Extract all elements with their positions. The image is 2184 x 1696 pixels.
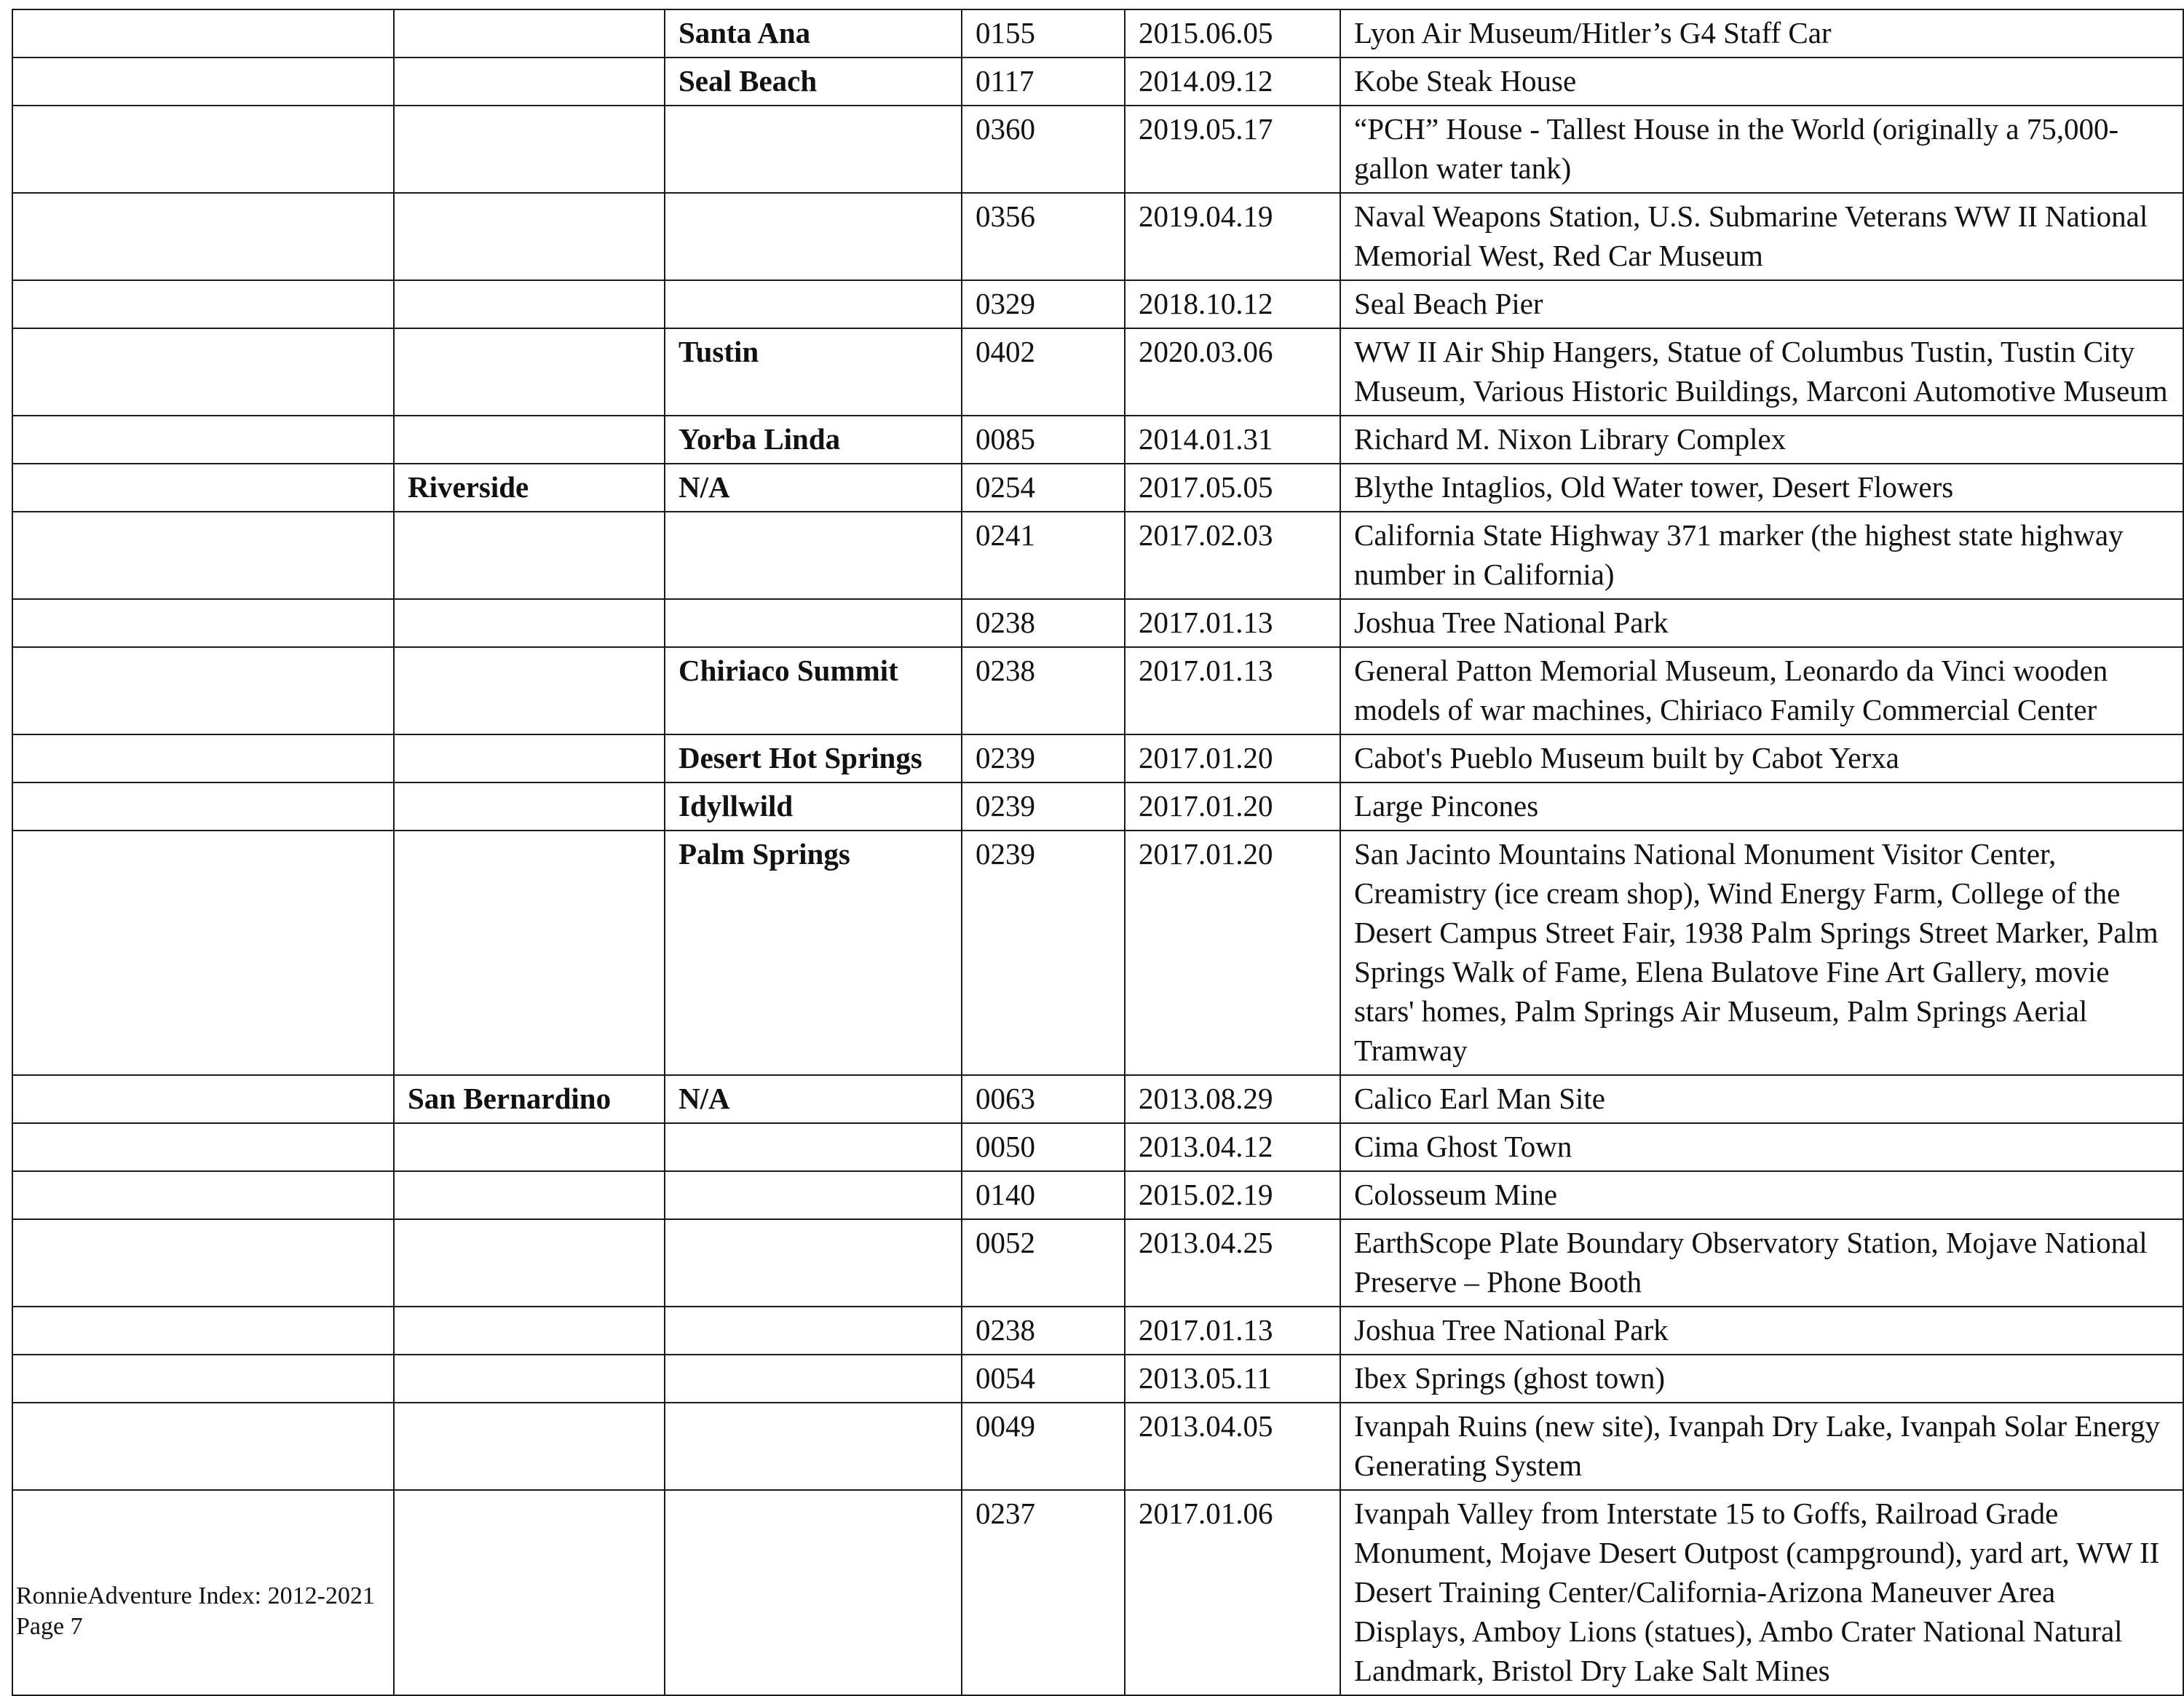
blank-cell xyxy=(12,58,394,106)
description-cell: Ibex Springs (ghost town) xyxy=(1340,1355,2183,1403)
blank-cell xyxy=(12,647,394,734)
blank-cell xyxy=(12,1403,394,1490)
blank-cell xyxy=(12,106,394,193)
table-row xyxy=(12,734,2183,782)
county-cell xyxy=(394,512,665,599)
description-cell: “PCH” House - Tallest House in the World (originally a 75,000-gallon water tank) xyxy=(1340,106,2183,193)
city-cell xyxy=(665,1307,962,1355)
number-cell: 0402 xyxy=(962,328,1125,416)
date-cell: 2017.01.13 xyxy=(1125,599,1340,647)
description-cell: Kobe Steak House xyxy=(1340,58,2183,106)
number-cell: 0238 xyxy=(962,1307,1125,1355)
blank-cell xyxy=(12,193,394,280)
number-cell: 0063 xyxy=(962,1075,1125,1123)
date-cell: 2019.05.17 xyxy=(1125,106,1340,193)
table-row xyxy=(12,328,2183,416)
city-cell: N/A xyxy=(665,1075,962,1123)
description-cell: General Patton Memorial Museum, Leonardo da Vinci wooden models of war machines, Chiriaco Family Commercial Center xyxy=(1340,647,2183,734)
number-cell: 0085 xyxy=(962,416,1125,464)
county-cell xyxy=(394,782,665,831)
description-cell: Colosseum Mine xyxy=(1340,1171,2183,1219)
description-cell: Joshua Tree National Park xyxy=(1340,599,2183,647)
county-cell xyxy=(394,106,665,193)
number-cell: 0241 xyxy=(962,512,1125,599)
table-row xyxy=(12,647,2183,734)
city-cell: Palm Springs xyxy=(665,831,962,1075)
description-cell: Cima Ghost Town xyxy=(1340,1123,2183,1171)
county-cell xyxy=(394,1403,665,1490)
date-cell: 2017.01.20 xyxy=(1125,782,1340,831)
city-cell: Desert Hot Springs xyxy=(665,734,962,782)
description-cell: Seal Beach Pier xyxy=(1340,280,2183,328)
number-cell: 0052 xyxy=(962,1219,1125,1307)
description-cell: San Jacinto Mountains National Monument Visitor Center, Creamistry (ice cream shop), Wind Energy Farm, College of the Desert Campus Street Fair, 1938 Palm Springs Street Marker, Palm Springs Walk of Fame, Elena Bulatove Fine Art Gallery, movie stars' homes, Palm Springs Air Museum, Palm Springs Aerial Tramway xyxy=(1340,831,2183,1075)
date-cell: 2017.05.05 xyxy=(1125,464,1340,512)
city-cell: Tustin xyxy=(665,328,962,416)
number-cell: 0050 xyxy=(962,1123,1125,1171)
description-cell: Richard M. Nixon Library Complex xyxy=(1340,416,2183,464)
date-cell: 2014.01.31 xyxy=(1125,416,1340,464)
blank-cell xyxy=(12,512,394,599)
number-cell: 0239 xyxy=(962,734,1125,782)
county-cell xyxy=(394,193,665,280)
city-cell xyxy=(665,193,962,280)
blank-cell xyxy=(12,416,394,464)
county-cell xyxy=(394,1171,665,1219)
city-cell xyxy=(665,106,962,193)
blank-cell xyxy=(12,1355,394,1403)
city-cell: Santa Ana xyxy=(665,9,962,58)
city-cell: Yorba Linda xyxy=(665,416,962,464)
index-table-container xyxy=(12,9,2184,1696)
county-cell xyxy=(394,1219,665,1307)
county-cell xyxy=(394,58,665,106)
table-row xyxy=(12,1075,2183,1123)
index-table xyxy=(12,9,2184,1696)
date-cell: 2015.02.19 xyxy=(1125,1171,1340,1219)
table-row xyxy=(12,1123,2183,1171)
table-row xyxy=(12,831,2183,1075)
date-cell: 2017.01.20 xyxy=(1125,831,1340,1075)
date-cell: 2020.03.06 xyxy=(1125,328,1340,416)
footer-title: RonnieAdventure Index: 2012-2021 xyxy=(16,1582,375,1609)
description-cell: Ivanpah Valley from Interstate 15 to Goffs, Railroad Grade Monument, Mojave Desert Outpost (campground), yard art, WW II Desert Training Center/California-Arizona Maneuver Area Displays, Amboy Lions (statues), Ambo Crater National Natural Landmark, Bristol Dry Lake Salt Mines xyxy=(1340,1490,2183,1695)
number-cell: 0239 xyxy=(962,782,1125,831)
blank-cell xyxy=(12,1171,394,1219)
table-row xyxy=(12,9,2183,58)
date-cell: 2013.08.29 xyxy=(1125,1075,1340,1123)
number-cell: 0155 xyxy=(962,9,1125,58)
table-row xyxy=(12,1307,2183,1355)
city-cell xyxy=(665,1171,962,1219)
date-cell: 2017.01.20 xyxy=(1125,734,1340,782)
description-cell: California State Highway 371 marker (the highest state highway number in California) xyxy=(1340,512,2183,599)
county-cell xyxy=(394,1355,665,1403)
number-cell: 0239 xyxy=(962,831,1125,1075)
description-cell: Blythe Intaglios, Old Water tower, Desert Flowers xyxy=(1340,464,2183,512)
city-cell xyxy=(665,1490,962,1695)
date-cell: 2015.06.05 xyxy=(1125,9,1340,58)
county-cell xyxy=(394,1490,665,1695)
description-cell: Ivanpah Ruins (new site), Ivanpah Dry Lake, Ivanpah Solar Energy Generating System xyxy=(1340,1403,2183,1490)
number-cell: 0360 xyxy=(962,106,1125,193)
date-cell: 2017.01.13 xyxy=(1125,647,1340,734)
city-cell xyxy=(665,1219,962,1307)
table-row xyxy=(12,416,2183,464)
county-cell xyxy=(394,831,665,1075)
blank-cell xyxy=(12,280,394,328)
city-cell: N/A xyxy=(665,464,962,512)
county-cell xyxy=(394,328,665,416)
page-footer xyxy=(16,1581,375,1642)
county-cell xyxy=(394,9,665,58)
description-cell: Joshua Tree National Park xyxy=(1340,1307,2183,1355)
date-cell: 2018.10.12 xyxy=(1125,280,1340,328)
city-cell: Chiriaco Summit xyxy=(665,647,962,734)
number-cell: 0329 xyxy=(962,280,1125,328)
description-cell: Cabot's Pueblo Museum built by Cabot Yerxa xyxy=(1340,734,2183,782)
number-cell: 0140 xyxy=(962,1171,1125,1219)
date-cell: 2019.04.19 xyxy=(1125,193,1340,280)
date-cell: 2013.04.05 xyxy=(1125,1403,1340,1490)
blank-cell xyxy=(12,328,394,416)
table-row xyxy=(12,1355,2183,1403)
date-cell: 2017.01.13 xyxy=(1125,1307,1340,1355)
date-cell: 2014.09.12 xyxy=(1125,58,1340,106)
blank-cell xyxy=(12,1123,394,1171)
city-cell xyxy=(665,280,962,328)
description-cell: EarthScope Plate Boundary Observatory Station, Mojave National Preserve – Phone Booth xyxy=(1340,1219,2183,1307)
table-row xyxy=(12,58,2183,106)
city-cell xyxy=(665,1123,962,1171)
table-row xyxy=(12,512,2183,599)
city-cell: Idyllwild xyxy=(665,782,962,831)
number-cell: 0356 xyxy=(962,193,1125,280)
table-row xyxy=(12,1403,2183,1490)
county-cell xyxy=(394,1307,665,1355)
description-cell: Lyon Air Museum/Hitler’s G4 Staff Car xyxy=(1340,9,2183,58)
number-cell: 0254 xyxy=(962,464,1125,512)
number-cell: 0238 xyxy=(962,599,1125,647)
date-cell: 2013.04.12 xyxy=(1125,1123,1340,1171)
blank-cell xyxy=(12,734,394,782)
table-row xyxy=(12,1171,2183,1219)
date-cell: 2013.04.25 xyxy=(1125,1219,1340,1307)
city-cell xyxy=(665,1403,962,1490)
county-cell: San Bernardino xyxy=(394,1075,665,1123)
number-cell: 0049 xyxy=(962,1403,1125,1490)
date-cell: 2013.05.11 xyxy=(1125,1355,1340,1403)
county-cell xyxy=(394,280,665,328)
blank-cell xyxy=(12,1075,394,1123)
table-row xyxy=(12,1219,2183,1307)
blank-cell xyxy=(12,599,394,647)
date-cell: 2017.02.03 xyxy=(1125,512,1340,599)
table-row xyxy=(12,280,2183,328)
description-cell: Calico Earl Man Site xyxy=(1340,1075,2183,1123)
page-number: Page 7 xyxy=(16,1613,83,1640)
table-row xyxy=(12,106,2183,193)
city-cell xyxy=(665,599,962,647)
table-row xyxy=(12,782,2183,831)
county-cell: Riverside xyxy=(394,464,665,512)
number-cell: 0054 xyxy=(962,1355,1125,1403)
blank-cell xyxy=(12,782,394,831)
county-cell xyxy=(394,599,665,647)
number-cell: 0237 xyxy=(962,1490,1125,1695)
blank-cell xyxy=(12,831,394,1075)
blank-cell xyxy=(12,464,394,512)
number-cell: 0117 xyxy=(962,58,1125,106)
blank-cell xyxy=(12,9,394,58)
description-cell: Naval Weapons Station, U.S. Submarine Veterans WW II National Memorial West, Red Car Museum xyxy=(1340,193,2183,280)
number-cell: 0238 xyxy=(962,647,1125,734)
county-cell xyxy=(394,734,665,782)
table-row xyxy=(12,464,2183,512)
date-cell: 2017.01.06 xyxy=(1125,1490,1340,1695)
blank-cell xyxy=(12,1219,394,1307)
county-cell xyxy=(394,416,665,464)
description-cell: Large Pincones xyxy=(1340,782,2183,831)
city-cell xyxy=(665,512,962,599)
index-table-body xyxy=(12,9,2183,1695)
table-row xyxy=(12,193,2183,280)
table-row xyxy=(12,599,2183,647)
county-cell xyxy=(394,647,665,734)
city-cell: Seal Beach xyxy=(665,58,962,106)
city-cell xyxy=(665,1355,962,1403)
county-cell xyxy=(394,1123,665,1171)
blank-cell xyxy=(12,1307,394,1355)
description-cell: WW II Air Ship Hangers, Statue of Columbus Tustin, Tustin City Museum, Various Historic Buildings, Marconi Automotive Museum xyxy=(1340,328,2183,416)
